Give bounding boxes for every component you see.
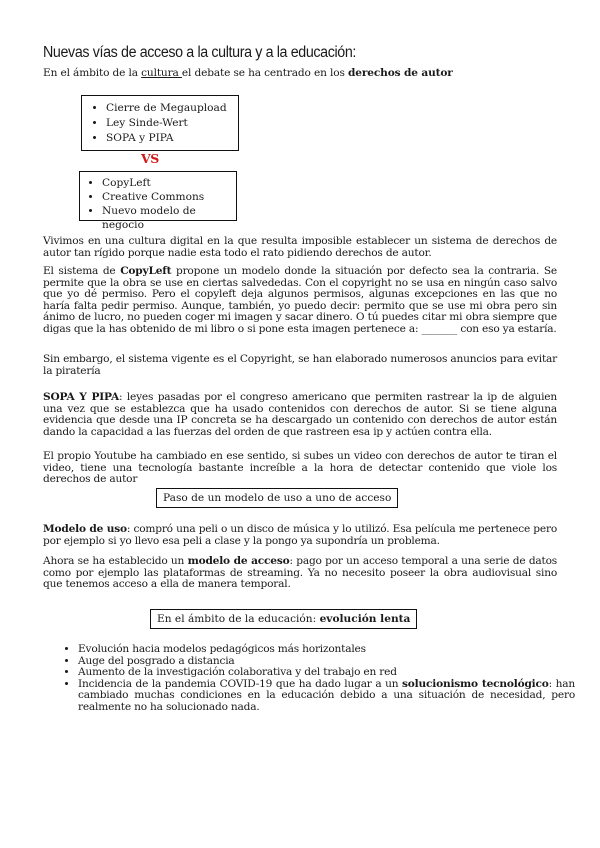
intro-text-2: el debate se ha centrado en los xyxy=(181,67,348,79)
bold-term: modelo de acceso xyxy=(187,555,290,567)
text: : compró una peli o un disco de música y lo utilizó. Esa película me pertenece pero por ejemplo si yo llevo esa peli a clase y la pongo ya supondría un problema. xyxy=(43,523,557,547)
open-models-box xyxy=(79,171,237,231)
paragraph-sopa-pipa xyxy=(43,392,557,438)
list-item xyxy=(78,679,575,714)
paragraph-youtube: El propio Youtube ha cambiado en ese sentido, si subes un video con derechos de autor te tiran el video, tiene una tecnología bastante increíble a la hora de detectar contenido que viole los derechos de autor xyxy=(43,450,557,486)
education-box xyxy=(150,609,417,629)
vs-label: VS xyxy=(141,151,159,166)
bold-term: CopyLeft xyxy=(120,265,172,277)
list-item: • Ley Sinde-Wert xyxy=(106,116,238,131)
bold-term: solucionismo tecnológico xyxy=(402,677,549,690)
bold-term: SOPA Y PIPA xyxy=(43,391,120,403)
text: En el ámbito de la educación: xyxy=(157,613,320,625)
text: Ahora se ha establecido un xyxy=(43,555,188,567)
bold-term: evolución lenta xyxy=(319,613,411,625)
text: propone un modelo donde la situación por defecto sea la contraria. Se permite que la obra se use en ciertas salvededas. Con el copyright no se usa en ningún caso salvo que yo dé permiso. Pero el copyleft deja algunos permisos, algunas excepciones en las que no haría falta pedir permiso. Aunque, también, yo puedo decir: permito que se use mi obra pero sin ánimo de lucro, no pueden coger mi imagen y sacar dinero. O tú puedes citar mi obra siempre que digas que la has obtenido de mi libro o si pone esta imagen pertenece a: _______ con eso ya estaría. xyxy=(43,265,557,335)
paragraph-access-model xyxy=(43,556,557,591)
restrictive-measures-box xyxy=(81,95,239,151)
intro-line xyxy=(43,67,453,79)
model-shift-box: Paso de un modelo de uso a uno de acceso xyxy=(156,488,398,508)
text: El sistema de xyxy=(43,265,121,277)
page-title: Nuevas vías de acceso a la cultura y a la educación: xyxy=(43,44,357,61)
text: Auge del posgrado a distancia xyxy=(78,654,235,667)
list-item: • Cierre de Megaupload xyxy=(106,101,238,116)
bold-term: Modelo de uso xyxy=(43,523,127,535)
text: : pago por un acceso temporal a una serie de datos como por ejemplo las plataformas de streaming. Ya no necesito poseer la obra audiovisual sino que tenemos acceso a ella de manera temporal. xyxy=(43,555,558,591)
text: Evolución hacia modelos pedagógicos más horizontales xyxy=(78,643,366,655)
intro-text: En el ámbito de la xyxy=(43,67,142,79)
paragraph-use-model xyxy=(43,524,557,547)
text: : han cambiado muchas condiciones en la educación debido a una situación de necesidad, pero realmente no ha solucionado nada. xyxy=(78,677,575,713)
education-bullets xyxy=(60,644,575,713)
list-item: • CopyLeft xyxy=(102,176,236,190)
text: Incidencia de la pandemia COVID-19 que ha dado lugar a un xyxy=(78,677,403,690)
paragraph-copyright: Sin embargo, el sistema vigente es el Copyright, se han elaborado numerosos anuncios para evitar la piratería xyxy=(43,353,557,377)
text: Aumento de la investigación colaborativa y del trabajo en red xyxy=(78,666,397,678)
intro-underlined: cultura xyxy=(141,67,182,79)
list-item: • Creative Commons xyxy=(102,190,236,204)
text: : leyes pasadas por el congreso americano que permiten rastrear la ip de alguien una vez que se establezca que ha usado contenidos con derechos de autor. Si se tiene alguna evidencia que desde una IP concreta se ha descargado un contenido con derechos de autor están dando la capacidad a las fuerzas del orden de que rastreen esa ip y actúen contra ella. xyxy=(43,391,557,438)
paragraph-digital-culture: Vivimos en una cultura digital en la que resulta imposible establecer un sistema de derechos de autor tan rígido porque nadie esta todo el rato pidiendo derechos de autor. xyxy=(43,235,557,259)
paragraph-copyleft xyxy=(43,266,557,336)
intro-bold: derechos de autor xyxy=(347,67,453,79)
list-item: • SOPA y PIPA xyxy=(106,131,238,146)
list-item: • Nuevo modelo de negocio xyxy=(102,204,236,232)
